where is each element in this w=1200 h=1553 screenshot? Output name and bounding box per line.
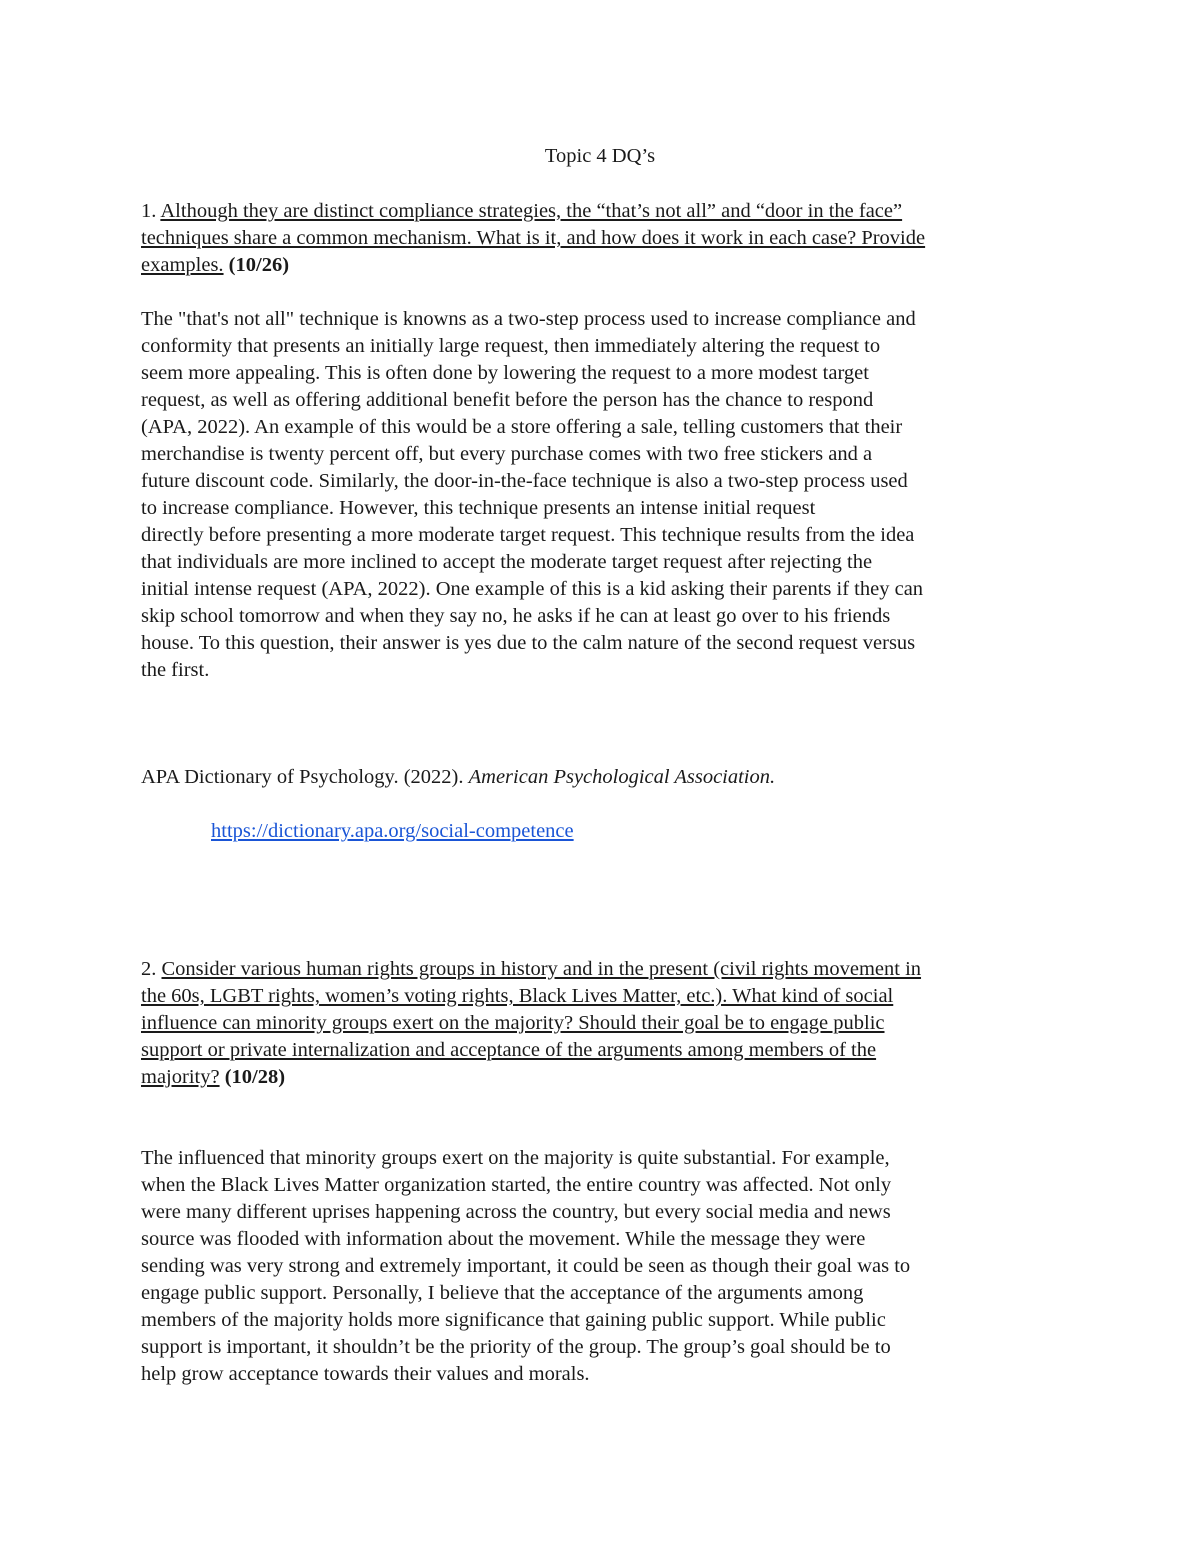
answer-line: when the Black Lives Matter organization started, the entire country was affected. Not only	[141, 1174, 892, 1196]
question-line: techniques share a common mechanism. What is it, and how does it work in each case? Provide	[141, 227, 926, 249]
answer-line: house. To this question, their answer is yes due to the calm nature of the second request versus	[141, 632, 916, 654]
answer-line: conformity that presents an initially large request, then immediately altering the request to	[141, 335, 881, 357]
answer-line: initial intense request (APA, 2022). One example of this is a kid asking their parents if they can	[141, 578, 924, 600]
answer-line: skip school tomorrow and when they say no, he asks if he can at least go over to his friends	[141, 605, 891, 627]
question-number: 2.	[141, 958, 162, 980]
answer-line: support is important, it shouldn’t be the priority of the group. The group’s goal should be to	[141, 1336, 891, 1358]
question-line: the 60s, LGBT rights, women’s voting rights, Black Lives Matter, etc.). What kind of social	[141, 985, 894, 1007]
answer-line: The influenced that minority groups exert on the majority is quite substantial. For example,	[141, 1147, 890, 1169]
answer-line: that individuals are more inclined to accept the moderate target request after rejecting the	[141, 551, 873, 573]
answer-line: request, as well as offering additional benefit before the person has the chance to respond	[141, 389, 874, 411]
question-line: examples. (10/26)	[141, 254, 290, 276]
reference-citation: APA Dictionary of Psychology. (2022). American Psychological Association.	[141, 766, 776, 788]
answer-line: engage public support. Personally, I believe that the acceptance of the arguments among	[141, 1282, 864, 1304]
question-line: support or private internalization and acceptance of the arguments among members of the	[141, 1039, 877, 1061]
question-1	[141, 198, 1071, 279]
answer-line: were many different uprises happening across the country, but every social media and news	[141, 1201, 891, 1223]
answer-line: seem more appealing. This is often done by lowering the request to a more modest target	[141, 362, 869, 384]
question-line: influence can minority groups exert on the majority? Should their goal be to engage public	[141, 1012, 885, 1034]
answer-line: the first.	[141, 659, 210, 681]
score: (10/28)	[224, 1066, 286, 1088]
question-line: 2. Consider various human rights groups in history and in the present (civil rights movement in	[141, 958, 922, 980]
question-number: 1.	[141, 200, 161, 222]
answer-line: members of the majority holds more significance that gaining public support. While public	[141, 1309, 886, 1331]
page-title: Topic 4 DQ’s	[544, 145, 656, 167]
answer-line: (APA, 2022). An example of this would be a store offering a sale, telling customers that their	[141, 416, 903, 438]
question-line: 1. Although they are distinct compliance strategies, the “that’s not all” and “door in the face”	[141, 200, 903, 222]
question-2	[141, 956, 1071, 1091]
answer-line: The "that's not all" technique is knowns as a two-step process used to increase compliance and	[141, 308, 916, 330]
answer-line: source was flooded with information about the movement. While the message they were	[141, 1228, 866, 1250]
question-line: majority? (10/28)	[141, 1066, 286, 1088]
answer-line: directly before presenting a more moderate target request. This technique results from the idea	[141, 524, 915, 546]
answer-line: merchandise is twenty percent off, but every purchase comes with two free stickers and a	[141, 443, 873, 465]
answer-line: to increase compliance. However, this technique presents an intense initial request	[141, 497, 816, 519]
answer-1	[141, 306, 1071, 684]
score: (10/26)	[228, 254, 290, 276]
answer-line: help grow acceptance towards their values and morals.	[141, 1363, 590, 1385]
answer-line: sending was very strong and extremely important, it could be seen as though their goal was to	[141, 1255, 911, 1277]
answer-line: future discount code. Similarly, the door-in-the-face technique is also a two-step process used	[141, 470, 908, 492]
answer-2	[141, 1145, 1071, 1388]
reference-link[interactable]: https://dictionary.apa.org/social-competence	[211, 820, 574, 842]
